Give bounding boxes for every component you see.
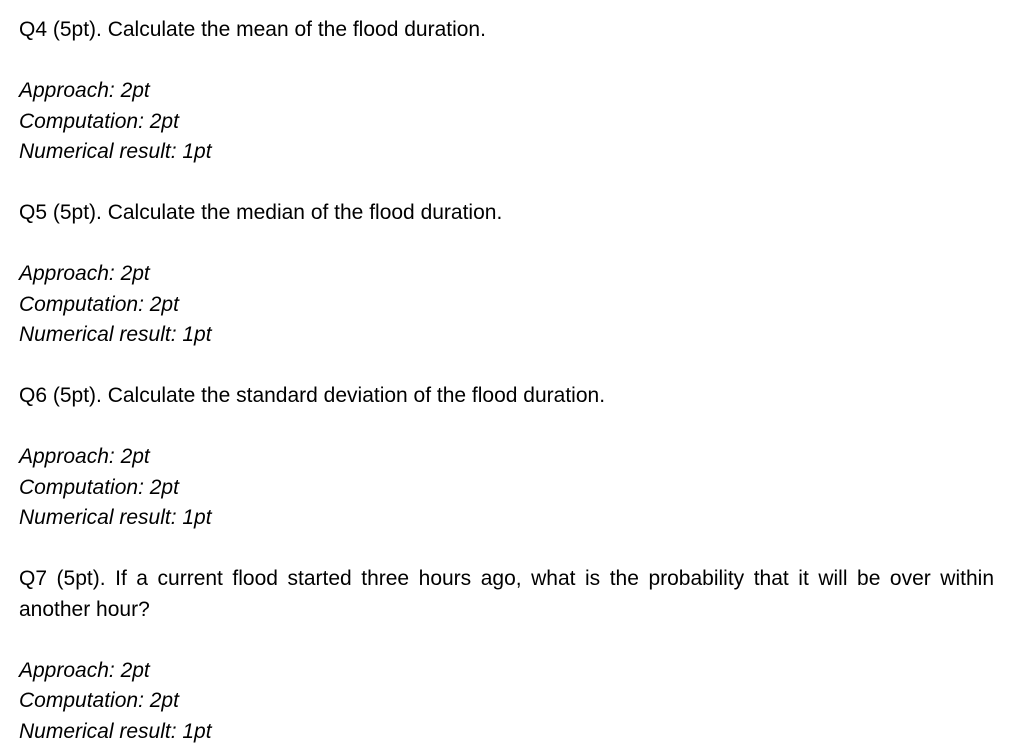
question-text: Q7 (5pt). If a current flood started three hours ago, what is the probability that it will be over within another hour? — [19, 567, 994, 621]
grading-rubric — [19, 656, 994, 748]
question-block-q7 — [19, 564, 994, 747]
question-block-q4 — [19, 15, 994, 168]
question-block-q6 — [19, 381, 994, 534]
question-text: Q4 (5pt). Calculate the mean of the flood duration. — [19, 18, 486, 41]
rubric-numerical-result: Numerical result: 1pt — [19, 506, 212, 529]
rubric-computation: Computation: 2pt — [19, 109, 179, 133]
rubric-approach: Approach: 2pt — [19, 658, 150, 682]
rubric-approach: Approach: 2pt — [19, 445, 150, 468]
rubric-numerical-result: Numerical result: 1pt — [19, 719, 212, 743]
rubric-computation: Computation: 2pt — [19, 475, 179, 499]
grading-rubric — [19, 442, 994, 534]
question-text: Q6 (5pt). Calculate the standard deviation of the flood duration. — [19, 384, 606, 407]
question-block-q5 — [19, 198, 994, 351]
question-text: Q5 (5pt). Calculate the median of the flood duration. — [19, 201, 503, 224]
rubric-approach: Approach: 2pt — [19, 79, 150, 102]
grading-rubric — [19, 259, 994, 351]
rubric-numerical-result: Numerical result: 1pt — [19, 140, 212, 163]
grading-rubric — [19, 76, 994, 168]
rubric-numerical-result: Numerical result: 1pt — [19, 323, 212, 346]
rubric-computation: Computation: 2pt — [19, 292, 179, 316]
rubric-computation: Computation: 2pt — [19, 689, 179, 712]
rubric-approach: Approach: 2pt — [19, 262, 150, 285]
